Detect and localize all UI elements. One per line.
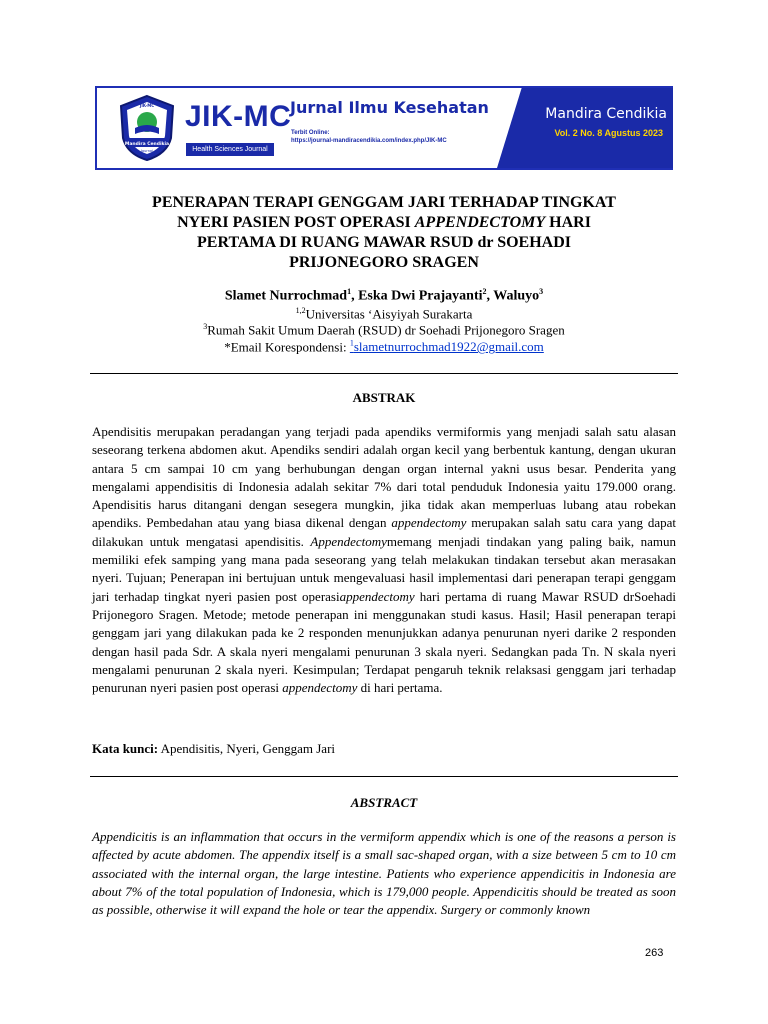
online-info [291,129,447,145]
publisher-name: Mandira Cendikia [545,106,667,122]
abstrak-body: Apendisitis merupakan peradangan yang terjadi pada apendiks vermiformis yang menjadi salah satu alasan seseorang terkena abdomen akut. Apendiks sendiri adalah organ kecil yang berbentuk kantung, dengan ukuran antara 5 cm sampai 10 cm yang berhubungan dengan organ internal yakni usus besar. Penderita yang mengalami appendisitis di Indonesia adalah sekitar 7% dari total penduduk Indonesia yaitu 179.000 orang. Apendisitis harus ditangani dengan sesegera mungkin, jika tidak akan memperluas lubang atau robekan apendiks. Pembedahan atau yang biasa dikenal dengan appendectomy merupakan salah satu cara yang dapat dilakukan untuk mengatasi apendisitis. Appendectomymemang menjadi tindakan yang paling baik, namun memiliki efek samping yang mana pada seseorang yang telah melakukan tindakan tersebut akan merasakan nyeri. Tujuan; Penerapan ini bertujuan untuk mengevaluasi hasil implementasi dari penerapan terapi genggam jari terhadap tingkat nyeri pasien post operasiappendectomy hari pertama di ruang Mawar RSUD drSoehadi Prijonegoro Sragen. Metode; metode penerapan ini menggunakan studi kasus. Hasil; Hasil penerapan terapi genggam jari yang dilakukan pada ke 2 responden menunjukkan adanya penurunan nyeri darike 2 responden dengan hasil pada Sdr. A skala nyeri mengalami penurunan 3 skala nyeri. Sedangkan pada Tn. N skala nyeri mengalami penurunan 2 skala nyeri. Kesimpulan; Terdapat pengaruh teknik relaksasi genggam jari terhadap penurunan nyeri pasien post operasi appendectomy di hari pertama. [92,424,676,696]
journal-name: Jurnal Ilmu Kesehatan [290,98,489,117]
keywords: Kata kunci: Apendisitis, Nyeri, Genggam Jari [92,741,336,756]
journal-logo-text: JIK-MC [185,100,292,133]
article-title [100,193,668,273]
online-label: Terbit Online: [291,130,330,136]
badge-text: Mandira Cendikia [124,142,170,147]
correspondence-email: *Email Korespondensi: $^1$slametnurrochmad1922@gmail.com [224,339,544,355]
title-line: PRIJONEGORO SRAGEN [289,254,479,271]
affiliation-1: $^{1,2}$Universitas ‘Aisyiyah Surakarta [295,306,473,322]
journal-logo-icon [117,94,177,162]
abstract-body: Appendicitis is an inflammation that occurs in the vermiform appendix which is one of the reasons a person is affected by acute abdomen. The appendix itself is a small sac-shaped organ, with a size between 5 cm to 10 cm associated with the internal organ, the large intestine. Patients who experience appendicitis in Indonesia are about 7% of the total population of Indonesia, which is 179,000 people. Appendicitis should be treated as soon as possible, otherwise it will expand the hole or tear the appendix. Surgery or commonly known [92,829,676,918]
divider [90,776,678,777]
abstract-heading: ABSTRACT [350,795,418,810]
affiliation-2: $^3$Rumah Sakit Umum Daerah (RSUD) dr Soehadi Prijonegoro Sragen [203,322,565,338]
abstrak-heading: ABSTRAK [352,390,416,405]
badge-top-text: JIK-MC [139,103,155,108]
section-label: Health Sciences Journal [186,143,274,156]
online-url[interactable]: https://journal-mandiracendikia.com/index.php/JIK-MC [291,138,447,144]
title-line: PERTAMA DI RUANG MAWAR RSUD dr SOEHADI [197,234,571,251]
volume-info: Vol. 2 No. 8 Agustus 2023 [554,128,663,138]
page-number: 263 [645,947,664,959]
author-list: Slamet Nurrochmad$^1$, Eska Dwi Prajayanti$^2$, Waluyo$^3$ [224,287,544,304]
email-link[interactable]: $^1$slametnurrochmad1922@gmail.com [349,339,544,355]
badge-subtext: Journal [140,149,154,153]
title-line: PENERAPAN TERAPI GENGGAM JARI TERHADAP TINGKAT [152,194,616,211]
divider [90,373,678,374]
title-line: NYERI PASIEN POST OPERASI APPENDECTOMY HARI [177,214,591,231]
journal-banner [95,86,673,170]
